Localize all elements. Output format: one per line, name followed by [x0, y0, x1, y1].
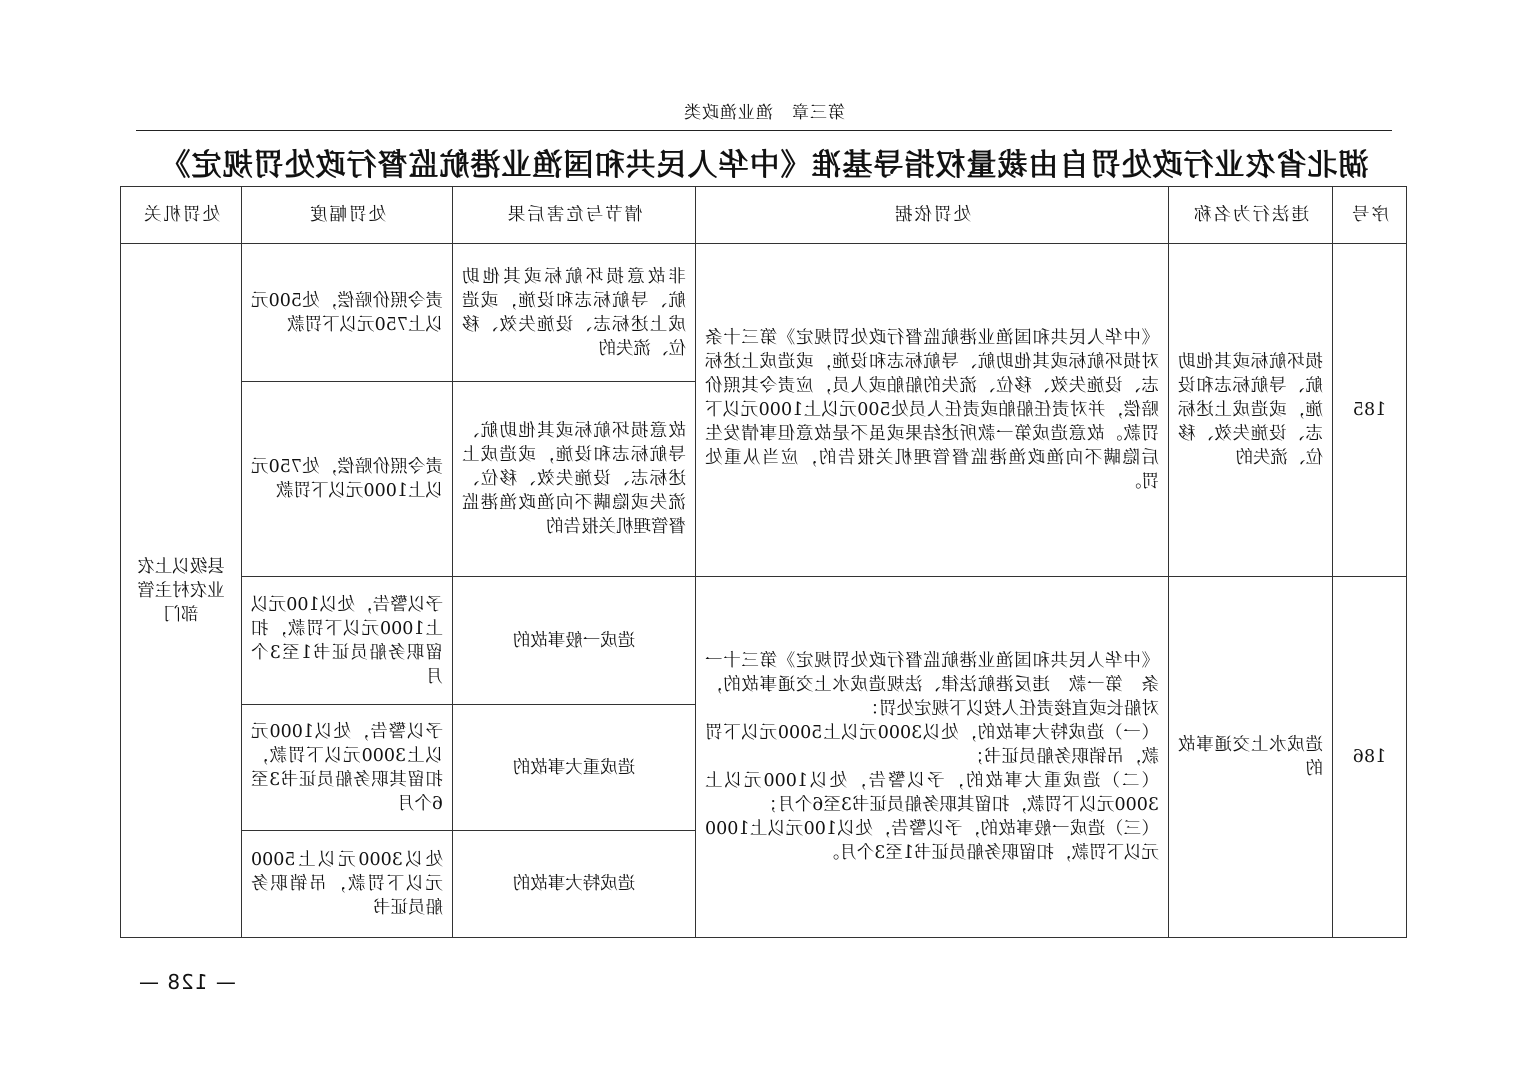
header-name: 违法行为名称 [1169, 187, 1333, 244]
circumstance-cell: 故意损坏航标或其他助航、导航标志和设施，或造成上述标志、设施失效、移位、流失或隐瞒不向渔政渔港监督管理机关报告的 [453, 382, 696, 577]
authority-cell: 县级以上农业农村主管部门 [121, 244, 242, 938]
seq-cell: 185 [1333, 244, 1407, 577]
violation-name-cell: 损坏航标或其他助航、导航标志和设施，或造成上述标志、设施失效、移位、流失的 [1169, 244, 1333, 577]
legal-basis-cell: 《中华人民共和国渔业港航监督行政处罚规定》第三十条 对损坏航标或其他助航、导航标志和设施，或造成上述标志、设施失效、移位、流失的船舶或人员，应责令其照价赔偿，并对责任船舶或责任人员处500元以上1000元以下罚款。故意造成第一款所述结果或虽不是故意但事情发生后隐瞒不向渔政渔港监督管理机关报告的，应当从重处罚。 [696, 244, 1169, 577]
circumstance-cell: 非故意损坏航标或其他助航、导航标志和设施，或造成上述标志、设施失效、移位、流失的 [453, 244, 696, 382]
circumstance-cell: 造成特大事故的 [453, 831, 696, 938]
circumstance-cell: 造成一般事故的 [453, 577, 696, 705]
violation-name-cell: 造成水上交通事故的 [1169, 577, 1333, 938]
penalty-range-cell: 责令照价赔偿，处500元以上750元以下罚款 [242, 244, 453, 382]
header-basis: 处罚依据 [696, 187, 1169, 244]
table-row [121, 244, 1407, 382]
circumstance-cell: 造成重大事故的 [453, 705, 696, 831]
document-title: 湖北省农业行政处罚自由裁量权指导基准《中华人民共和国渔业港航监督行政处罚规定》 [159, 148, 1369, 183]
header-range: 处罚幅度 [242, 187, 453, 244]
header-authority: 处罚机关 [121, 187, 242, 244]
page-number: — 128 — [138, 970, 236, 994]
table-row [121, 577, 1407, 705]
penalty-range-cell: 责令照价赔偿，处750元以上1000元以下罚款 [242, 382, 453, 577]
header-rule [136, 130, 1392, 131]
penalty-range-cell: 处以3000元以上5000元以下罚款，吊销职务船员证书 [242, 831, 453, 938]
penalty-table [120, 186, 1407, 938]
seq-cell: 186 [1333, 577, 1407, 938]
penalty-range-cell: 予以警告，处以100元以上1000元以下罚款，扣留职务船员证书1至3个月 [242, 577, 453, 705]
penalty-range-cell: 予以警告，处以1000元以上3000元以下罚款，扣留其职务船员证书3至6个月 [242, 705, 453, 831]
table-header-row [121, 187, 1407, 244]
chapter-heading: 第三章 渔业渔政类 [683, 103, 845, 123]
header-circumstance: 情节与危害后果 [453, 187, 696, 244]
legal-basis-cell: 《中华人民共和国渔业港航监督行政处罚规定》第三十一条 第一款 违反港航法律、法规造成水上交通事故的，对船长或直接责任人按以下规定处罚： （一）造成特大事故的，处以3000元以上5000元以下罚款，吊销职务船员证书； （二）造成重大事故的，予以警告，处以1000元以上3000元以下罚款，扣留其职务船员证书3至6个月； （三）造成一般事故的，予以警告，处以100元以上1000元以下罚款，扣留职务船员证书1至3个月。 [696, 577, 1169, 938]
header-seq: 序号 [1333, 187, 1407, 244]
